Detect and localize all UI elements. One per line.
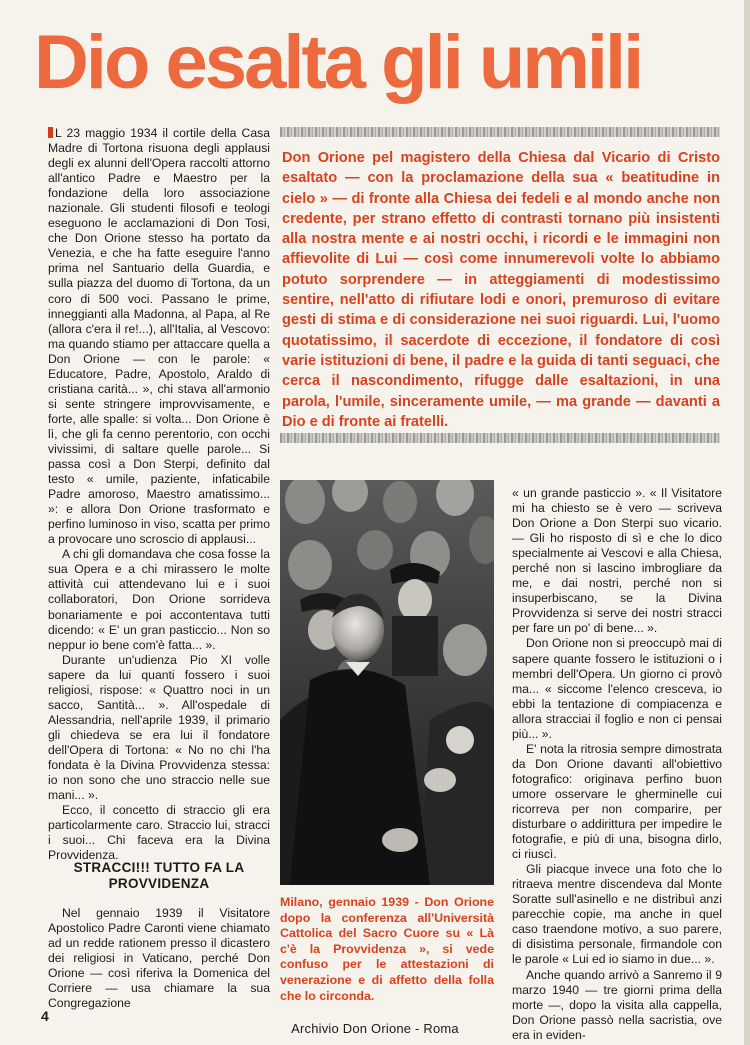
decorative-stripe-top bbox=[280, 127, 720, 137]
article-title: Dio esalta gli umili bbox=[34, 20, 642, 105]
page-number: 4 bbox=[41, 1008, 49, 1024]
paragraph: Anche quando arrivò a Sanremo il 9 marzo 1940 — tre giorni prima della morte —, dopo la visita alla cappella, Don Orione passò nella sacristia, ove era in eviden- bbox=[512, 967, 722, 1042]
photo-illustration bbox=[280, 480, 494, 885]
paragraph: Nel gennaio 1939 il Visitatore Apostolico Padre Caronti viene chiamato ad un redde rationem presso il dicastero dei religiosi in Vaticano, perché Don Orione — così riferiva la Domenica del Corriere — usa chiamare la sua Congregazione bbox=[48, 906, 270, 1011]
decorative-stripe-bottom bbox=[280, 433, 720, 443]
page-edge bbox=[744, 0, 750, 1045]
paragraph: Don Orione non si preoccupò mai di sapere quante fossero le istituzioni o i membri dell'Opera. Un giorno ci provò ma... « siccome l'elenco cresceva, io ebbi la tentazione di compiacenza e allora stracciai il foglio e non ci pensai più... ». bbox=[512, 636, 722, 741]
column-left-continued bbox=[48, 906, 270, 1011]
paragraph: E' nota la ritrosia sempre dimostrata da Don Orione davanti all'obiettivo fotografico: originava perfino buon umore osservare le gherminelle cui ricorreva per non comparire, per disturbare o addirittura per impedire le fotografie, e più di una, bisogna dirlo, ci riuscì. bbox=[512, 741, 722, 862]
paragraph: « un grande pasticcio ». « Il Visitatore mi ha chiesto se è vero — scriveva Don Orione a Don Sterpi suo vicario. — Gli ho risposto di sì e che lo dico specialmente ai Vescovi e alla Chiesa, perché non si lascino imbrogliare da me, e dai nostri, perché non si insuperbiscano, se la Divina Provvidenza si serve dei nostri stracci per fare un po' di bene... ». bbox=[512, 486, 722, 636]
paragraph-intro: L 23 maggio 1934 il cortile della Casa Madre di Tortona risuona degli applausi degli ex alunni dell'Opera raccolti attorno all'antico Padre e Maestro per la fondazione della loro associazione nazionale. Gli studenti filosofi e teologi eseguono le acclamazioni di Don Tosi, che Don Orione stesso ha portato da Venezia, e che ha fatte eseguire l'anno prima nel Santuario della Guardia, e sulla piazza del duomo di Tortona, da un coro di 500 voci. Passano le prime, inneggianti alla Madonna, al Papa, al Re (allora c'era il re!...), all'Italia, al Vescovo: ma quando stiamo per attaccare quella a Don Orione — con le parole: « Educatore, Padre, Apostolo, Araldo di cristiana carità... », chi stava all'armonio si sente stringere improvvisamente, e forte, alle spalle: si volta... Don Orione è lì, che gli fa cenno perentorio, con occhi vivissimi, di saltare quelle parole... Si passa così a Don Sterpi, definito dal testo « umile, paziente, infaticabile Padre amoroso, Maestro amatissimo... »: e allora Don Orione trasformato e perfino luminoso in viso, scatta per primo a provocare uno scroscio di applausi... bbox=[48, 126, 270, 547]
paragraph: Gli piacque invece una foto che lo ritraeva mentre discendeva dal Monte Soratte sull'asinello e ne distribuì anzi parecchie copie, ma anche in quel caso traendone motivo, a suo parere, di disistima personale, firmandole con le parole « Lui ed io siamo in due... ». bbox=[512, 862, 722, 967]
column-left bbox=[48, 126, 270, 863]
paragraph: Durante un'udienza Pio XI volle sapere da lui quanti fossero i suoi religiosi, rispose: « Quattro noci in un sacco, Santità... ». All'ospedale di Alessandria, nell'aprile 1939, il primario gli chiedeva se era lui il fondatore dell'Opera di Tortona: « No no chi l'ha fondata è la Divina Provvidenza stessa: io non sono che uno straccio nelle sue mani... ». bbox=[48, 652, 270, 803]
drop-cap-bar bbox=[48, 127, 53, 138]
paragraph: A chi gli domandava che cosa fosse la sua Opera e a chi mirassero le molte attività cui attendevano lui e i suoi collaboratori, Don Orione sorrideva bonariamente e poi accontentava tutti dicendo: « E' un gran pasticcio... Non so neppur io bene com'è fatta... ». bbox=[48, 547, 270, 652]
section-subheading: STRACCI!!! TUTTO FA LA PROVVIDENZA bbox=[73, 860, 245, 891]
lead-paragraph: Don Orione pel magistero della Chiesa dal Vicario di Cristo esaltato — con la proclamazione della sua « beatitudine in cielo » — di fronte alla Chiesa dei fedeli e al mondo anche non credente, per strano effetto di contrasti tornano più insistenti alla nostra mente e ai nostri occhi, i ricordi e le immagini non affievolite di Lui — così come innumerevoli volte lo abbiamo potuto sorprendere — in atteggiamenti di modestissimo sentire, nell'atto di rifiutare lodi e onori, premuroso di evitare gesti di stima e di considerazione nei suoi riguardi. Lui, l'uomo quotatissimo, il sacerdote di eccezione, il fondatore di così varie istituzioni di bene, il padre e la guida di tanti seguaci, che cerca il nascondimento, rifugge dalle esaltazioni, in una parola, l'umile, sinceramente umile, — ma grande — davanti a Dio e di fronte ai fratelli. bbox=[282, 150, 720, 430]
column-right bbox=[512, 486, 722, 1043]
archive-footer: Archivio Don Orione - Roma bbox=[291, 1021, 459, 1036]
photo-caption: Milano, gennaio 1939 - Don Orione dopo la conferenza all'Università Cattolica del Sacro Cuore su « Là c'è la Provvidenza », si vede confuso per le attestazioni di venerazione e di affetto della folla che lo circonda. bbox=[280, 895, 494, 1003]
paragraph: Ecco, il concetto di straccio gli era particolarmente caro. Straccio lui, stracci i suoi... Chi faceva era la Divina Provvidenza. bbox=[48, 803, 270, 863]
photo-crowd bbox=[280, 480, 494, 885]
